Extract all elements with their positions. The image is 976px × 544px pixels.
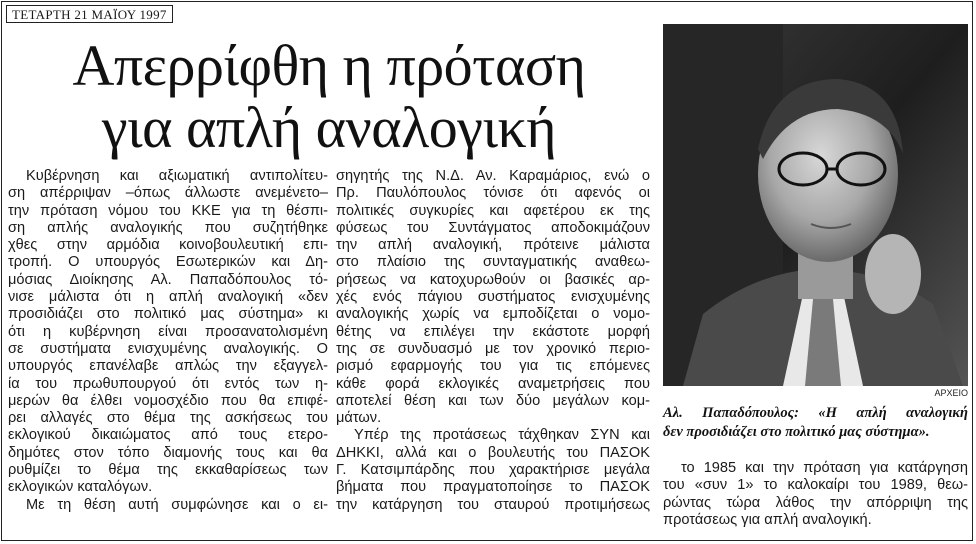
text-line: του «συν 1» το καλοκαίρι του 1989, θεω- xyxy=(663,477,968,494)
photo-caption xyxy=(663,404,968,442)
text-line: ρυθμίζει το θέμα της εκκαθαρίσεως των xyxy=(8,462,328,479)
text-line: προτάσεως για απλή αναλογική. xyxy=(663,511,872,528)
text-line: Γ. Κατσιμπάρδης που χαρακτήρισε μεγάλα xyxy=(336,462,650,479)
text-line: ση απέρριψαν –όπως άλλωστε ανεμένετο– xyxy=(8,185,328,202)
text-line: πολιτικές συγκυρίες και αφετέρου εκ της xyxy=(336,202,650,219)
text-line: ρώντας τώρα λάθος την απόρριψη της xyxy=(663,494,968,511)
text-line: εκλογικού δικαιώματος από τους ετερο- xyxy=(8,427,328,444)
dateline: ΤΕΤΑΡΤΗ 21 ΜΑΪΟΥ 1997 xyxy=(6,5,173,23)
text-line: μερών θα έλθει νομοσχέδιο που θα επιφέ- xyxy=(8,392,328,409)
text-line: της σε συνδυασμό με τον χρονικό περιο- xyxy=(336,340,650,357)
text-line: φύσεως του Συντάγματος αποδοκιμάζουν xyxy=(336,219,650,236)
text-line: σε συστήματα ενισχυμένης αναλογικής. Ο xyxy=(8,340,328,357)
article-column-1 xyxy=(8,168,328,514)
text-line: Υπέρ της προτάσεως τάχθηκαν ΣΥΝ και xyxy=(354,427,650,444)
caption-line: Αλ. Παπαδόπουλος: «Η απλή αναλογική xyxy=(663,405,968,421)
headline-line-2: για απλή αναλογική xyxy=(101,95,557,160)
article-column-3 xyxy=(663,460,968,529)
text-line: μάτων. xyxy=(336,410,382,427)
text-line: προσιδιάζει στο πολιτικό μας σύστημα» κι xyxy=(8,306,328,323)
text-line: εκλογικών καταλόγων. xyxy=(8,479,153,496)
text-line: σηγητής της Ν.Δ. Αν. Καραμάριος, ενώ ο xyxy=(336,168,650,184)
headline-line-1: Απερρίφθη η πρόταση xyxy=(72,33,586,98)
text-line: χές ενός πάγιου συστήματος ενισχυμένης xyxy=(336,289,650,306)
article-column-2 xyxy=(336,168,650,514)
text-line: αναλογικής χωρίς να εμποδίζεται ο νομο- xyxy=(336,306,650,323)
portrait-photo xyxy=(663,24,968,386)
text-line: κάθε φορά εκλογικές αναμετρήσεις που xyxy=(336,375,650,392)
text-line: στο πλαίσιο της συνταγματικής αναθεω- xyxy=(336,254,650,271)
text-line: ρισμό εφαρμογής του για τις επόμενες xyxy=(336,358,650,375)
text-line: ότι η κυβέρνηση είναι προσανατολισμένη xyxy=(8,323,328,340)
text-line: θέτης να επιλέγει την εκάστοτε μορφή xyxy=(336,323,650,340)
text-line: την απλή αναλογική, πρότεινε μάλιστα xyxy=(336,237,650,254)
text-line: Κυβέρνηση και αξιωματική αντιπολίτευ- xyxy=(26,168,328,184)
text-line: χθες στην αρμόδια κοινοβουλευτική επι- xyxy=(8,237,328,254)
text-line: το 1985 και την πρόταση για κατάργηση xyxy=(681,460,968,476)
text-line: αποτελεί θέση και των δύο μεγάλων κομ- xyxy=(336,392,650,409)
text-line: τροπή. Ο υπουργός Εσωτερικών και Δη- xyxy=(8,254,328,271)
text-line: ία του πρωθυπουργού ότι εντός των η- xyxy=(8,375,328,392)
text-line: ρήσεως να κατοχυρωθούν οι βασικές αρ- xyxy=(336,271,650,288)
text-line: ΔΗΚΚΙ, αλλά και ο βουλευτής του ΠΑΣΟΚ xyxy=(336,444,650,461)
text-line: δημότες στον τόπο διαμονής τους και θα xyxy=(8,444,328,461)
text-line: ρει αλλαγές στο θέμα της ασκήσεως του xyxy=(8,410,328,427)
text-line: υπουργός επανέλαβε απλώς την εξαγγελ- xyxy=(8,358,328,375)
text-line: βήματα που πραγματοποίησε το ΠΑΣΟΚ xyxy=(336,479,650,496)
text-line: μόσιας Διοίκησης Αλ. Παπαδόπουλος τό- xyxy=(8,271,328,288)
photo-credit: ΑΡΧΕΙΟ xyxy=(934,388,968,398)
text-line: Με τη θέση αυτή συμφώνησε και ο ει- xyxy=(26,496,328,513)
text-line: ση απλής αναλογικής που συζητήθηκε xyxy=(8,219,328,236)
caption-line: δεν προσιδιάζει στο πολιτικό μας σύστημα». xyxy=(663,424,930,440)
text-line: νισε μάλιστα ότι η απλή αναλογική «δεν xyxy=(8,289,328,306)
text-line: την πρόταση νόμου του ΚΚΕ για τη θέσπι- xyxy=(8,202,328,219)
portrait-photo-image xyxy=(663,24,968,386)
text-line: την κατάργηση του σταυρού προτιμήσεως xyxy=(336,496,650,513)
text-line: Πρ. Παυλόπουλος τόνισε ότι αφενός οι xyxy=(336,185,650,202)
